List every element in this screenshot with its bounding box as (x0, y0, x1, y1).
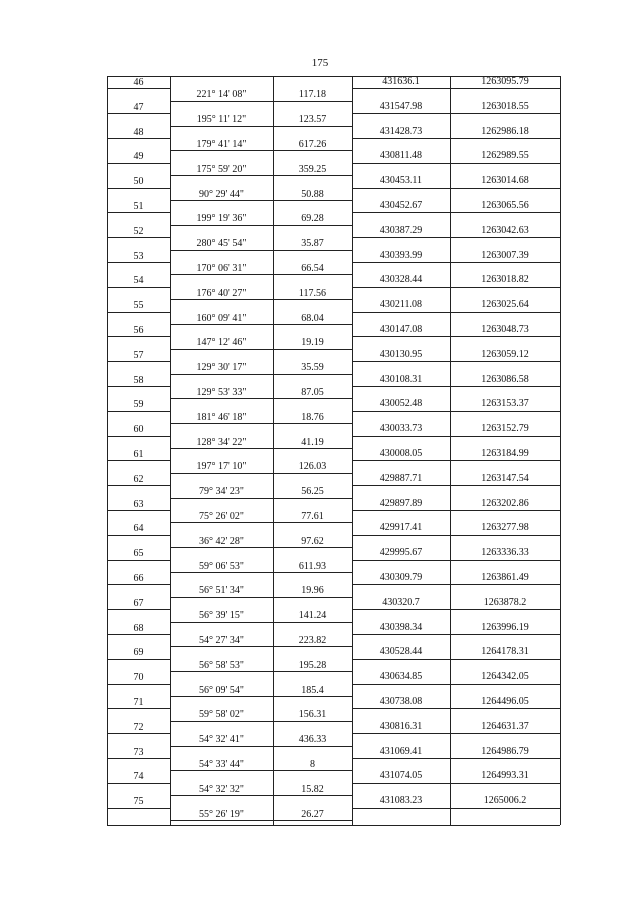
coord-x: 430738.08 (379, 696, 423, 707)
bearing-angle: 175° 59' 20" (196, 163, 247, 175)
coord-x: 431428.73 (379, 125, 423, 137)
bearing-angle: 56° 58' 53" (199, 659, 244, 671)
bearing-angle: 147° 12' 46" (196, 337, 247, 349)
point-number: 52 (133, 225, 144, 237)
coord-x: 431069.41 (379, 745, 423, 757)
segment-length: 141.24 (298, 610, 327, 622)
row-rule (107, 708, 170, 709)
coord-y: 1263152.79 (481, 423, 529, 435)
row-rule (170, 597, 352, 598)
point-number: 53 (133, 250, 144, 262)
row-rule (107, 237, 170, 238)
row-rule (170, 398, 352, 399)
coord-y: 1263007.39 (481, 249, 529, 261)
segment-length: 97.62 (301, 535, 324, 547)
coord-y: 1264496.05 (481, 696, 529, 707)
row-rule (352, 535, 560, 536)
row-rule (107, 783, 170, 784)
segment-length: 19.96 (301, 585, 324, 597)
segment-length: 436.33 (298, 734, 327, 746)
row-rule (107, 163, 170, 164)
point-number: 56 (133, 325, 144, 336)
row-rule (352, 188, 560, 189)
row-rule (170, 721, 352, 722)
row-rule (170, 448, 352, 449)
row-rule (352, 411, 560, 412)
row-rule (107, 485, 170, 486)
coord-y: 1264631.37 (481, 720, 529, 732)
bearing-angle: 54° 27' 34" (199, 635, 244, 646)
row-rule (107, 138, 170, 139)
row-rule (170, 770, 352, 771)
segment-length: 35.59 (301, 362, 324, 374)
row-rule (170, 150, 352, 151)
coord-y: 1263861.49 (481, 572, 529, 583)
row-rule (107, 609, 170, 610)
row-rule (107, 510, 170, 511)
row-rule (170, 101, 352, 102)
row-rule (352, 485, 560, 486)
coord-x: 431074.05 (379, 770, 423, 782)
coord-x: 431083.23 (379, 795, 423, 807)
row-rule (107, 386, 170, 387)
coord-x: 430320.7 (382, 596, 420, 608)
segment-length: 18.76 (301, 411, 324, 423)
point-number: 59 (133, 399, 144, 411)
point-number: 69 (133, 647, 144, 659)
row-rule (352, 212, 560, 213)
row-rule (107, 312, 170, 313)
row-rule (170, 200, 352, 201)
coord-x: 430634.85 (379, 671, 423, 683)
point-number: 49 (133, 151, 144, 163)
segment-length: 195.28 (298, 659, 327, 671)
coord-y: 1263878.2 (483, 596, 527, 608)
bearing-angle: 221° 14' 08" (196, 89, 247, 101)
bearing-angle: 280° 45' 54" (196, 238, 247, 250)
row-rule (170, 349, 352, 350)
row-rule (352, 708, 560, 709)
coord-y: 1263065.56 (481, 200, 529, 211)
bearing-angle: 128° 34' 22" (196, 436, 247, 448)
bearing-angle: 56° 51' 34" (199, 585, 244, 597)
bearing-angle: 54° 32' 32" (199, 783, 244, 795)
point-number: 60 (133, 424, 144, 436)
row-rule (107, 88, 170, 89)
coord-x: 429917.41 (379, 522, 423, 534)
point-number: 67 (133, 597, 144, 609)
point-number: 65 (133, 548, 144, 560)
point-number: 62 (133, 473, 144, 485)
coord-y: 1264342.05 (481, 671, 529, 683)
bearing-angle: 181° 46' 18" (196, 411, 247, 423)
segment-length: 68.04 (301, 312, 324, 324)
row-rule (170, 522, 352, 523)
bearing-angle: 79° 34' 23" (199, 486, 244, 498)
coord-x: 430452.67 (379, 200, 423, 211)
row-rule (107, 808, 170, 809)
segment-length: 8 (310, 759, 315, 770)
coord-y: 1263336.33 (481, 547, 529, 559)
point-number: 61 (133, 449, 144, 460)
row-rule (170, 547, 352, 548)
bearing-angle: 54° 32' 41" (199, 734, 244, 746)
coord-y: 1263184.99 (481, 448, 529, 459)
row-rule (352, 634, 560, 635)
segment-length: 117.18 (298, 89, 327, 101)
row-rule (352, 163, 560, 164)
row-rule (107, 460, 170, 461)
segment-length: 35.87 (301, 238, 324, 250)
row-rule (107, 113, 170, 114)
row-rule (170, 746, 352, 747)
bearing-angle: 59° 06' 53" (199, 560, 244, 572)
coord-x: 429897.89 (379, 497, 423, 509)
row-rule (107, 758, 170, 759)
point-number: 71 (133, 697, 144, 708)
bearing-angle: 129° 53' 33" (196, 387, 247, 398)
row-rule (352, 113, 560, 114)
row-rule (352, 783, 560, 784)
coord-x: 430108.31 (379, 373, 423, 385)
segment-length: 87.05 (301, 387, 324, 398)
point-number: 63 (133, 498, 144, 510)
coord-x: 430052.48 (379, 398, 423, 410)
row-rule (170, 175, 352, 176)
row-rule (107, 361, 170, 362)
row-rule (107, 733, 170, 734)
point-number: 73 (133, 746, 144, 758)
point-number: 47 (133, 101, 144, 113)
segment-length: 126.03 (298, 461, 327, 473)
coord-y: 1263147.54 (481, 472, 529, 484)
coord-x: 430309.79 (379, 572, 423, 583)
row-rule (352, 733, 560, 734)
coord-y: 1264993.31 (481, 770, 529, 782)
bearing-angle: 197° 17' 10" (196, 461, 247, 473)
bearing-angle: 170° 06' 31" (196, 263, 247, 274)
coord-x: 430393.99 (379, 249, 423, 261)
row-rule (352, 808, 560, 809)
coord-y: 1263042.63 (481, 224, 529, 236)
point-number: 51 (133, 201, 144, 212)
row-rule (170, 423, 352, 424)
row-rule (170, 126, 352, 127)
row-rule (170, 225, 352, 226)
bearing-angle: 160° 09' 41" (196, 312, 247, 324)
row-rule (352, 659, 560, 660)
row-rule (170, 274, 352, 275)
coord-x: 430398.34 (379, 621, 423, 633)
coord-x: 430130.95 (379, 348, 423, 360)
segment-length: 617.26 (298, 139, 327, 150)
row-rule (352, 609, 560, 610)
segment-length: 117.56 (298, 287, 327, 299)
point-number: 70 (133, 672, 144, 684)
coord-y: 1264986.79 (481, 745, 529, 757)
row-rule (107, 560, 170, 561)
row-rule (352, 312, 560, 313)
bearing-angle: 54° 33' 44" (199, 759, 244, 770)
bearing-angle: 59° 58' 02" (199, 709, 244, 721)
row-rule (352, 436, 560, 437)
segment-length: 359.25 (298, 163, 327, 175)
coord-x: 430008.05 (379, 448, 423, 459)
coord-y: 1263277.98 (481, 522, 529, 534)
row-rule (352, 262, 560, 263)
coord-x: 430816.31 (379, 720, 423, 732)
row-rule (107, 684, 170, 685)
point-number: 54 (133, 275, 144, 287)
coord-x: 431636.1 (382, 76, 420, 87)
coord-y: 1263095.79 (481, 76, 529, 87)
row-rule (352, 460, 560, 461)
bearing-angle: 56° 09' 54" (199, 684, 244, 696)
bearing-angle: 75° 26' 02" (199, 511, 244, 522)
segment-length: 185.4 (301, 684, 324, 696)
coord-y: 1263996.19 (481, 621, 529, 633)
row-rule (107, 188, 170, 189)
row-rule (107, 212, 170, 213)
row-rule (352, 560, 560, 561)
coord-y: 1265006.2 (483, 795, 527, 807)
segment-length: 56.25 (301, 486, 324, 498)
row-rule (170, 671, 352, 672)
row-rule (170, 250, 352, 251)
row-rule (170, 622, 352, 623)
bearing-angle: 179° 41' 14" (196, 139, 247, 150)
row-rule (352, 237, 560, 238)
row-rule (170, 299, 352, 300)
row-rule (170, 820, 352, 821)
row-rule (352, 386, 560, 387)
segment-length: 50.88 (301, 188, 324, 200)
row-rule (107, 336, 170, 337)
point-number: 66 (133, 573, 144, 584)
coord-y: 1264178.31 (481, 646, 529, 658)
coord-y: 1263018.55 (481, 100, 529, 112)
coord-x: 430033.73 (379, 423, 423, 435)
coord-x: 430387.29 (379, 224, 423, 236)
row-rule (107, 287, 170, 288)
segment-length: 69.28 (301, 213, 324, 225)
bearing-angle: 176° 40' 27" (196, 287, 247, 299)
row-rule (352, 510, 560, 511)
coord-y: 1263086.58 (481, 373, 529, 385)
row-rule (352, 584, 560, 585)
point-number: 74 (133, 771, 144, 783)
coord-x: 430811.48 (379, 150, 423, 162)
row-rule (352, 684, 560, 685)
row-rule (107, 659, 170, 660)
coord-y: 1263025.64 (481, 299, 529, 311)
segment-length: 123.57 (298, 114, 327, 126)
point-number: 55 (133, 300, 144, 312)
segment-length: 41.19 (301, 436, 324, 448)
row-rule (352, 361, 560, 362)
coord-y: 1262986.18 (481, 125, 529, 137)
segment-length: 15.82 (301, 783, 324, 795)
row-rule (170, 498, 352, 499)
point-number: 50 (133, 176, 144, 188)
coord-y: 1263014.68 (481, 175, 529, 187)
segment-length: 156.31 (298, 709, 327, 721)
bearing-angle: 199° 19' 36" (196, 213, 247, 225)
point-number: 48 (133, 126, 144, 138)
row-rule (107, 634, 170, 635)
row-rule (107, 436, 170, 437)
coord-y: 1263059.12 (481, 348, 529, 360)
coord-x: 431547.98 (379, 100, 423, 112)
coord-x: 430328.44 (379, 274, 423, 286)
coord-x: 429995.67 (379, 547, 423, 559)
bearing-angle: 90° 29' 44" (199, 188, 244, 200)
row-rule (170, 324, 352, 325)
row-rule (170, 374, 352, 375)
point-number: 57 (133, 349, 144, 361)
page-number: 175 (311, 57, 329, 69)
row-rule (352, 287, 560, 288)
coord-x: 429887.71 (379, 472, 423, 484)
coordinate-table (107, 76, 560, 825)
point-number: 64 (133, 523, 144, 535)
coord-x: 430147.08 (379, 324, 423, 335)
segment-length: 26.27 (301, 808, 324, 820)
row-rule (107, 535, 170, 536)
table-border-bottom (107, 825, 560, 826)
row-rule (107, 262, 170, 263)
point-number: 58 (133, 374, 144, 386)
row-rule (107, 411, 170, 412)
segment-length: 66.54 (301, 263, 324, 274)
row-rule (170, 795, 352, 796)
segment-length: 19.19 (301, 337, 324, 349)
coord-y: 1263018.82 (481, 274, 529, 286)
bearing-angle: 129° 30' 17" (196, 362, 247, 374)
point-number: 46 (133, 77, 144, 88)
segment-length: 611.93 (298, 560, 327, 572)
point-number: 75 (133, 796, 144, 808)
coord-y: 1263153.37 (481, 398, 529, 410)
point-number: 68 (133, 622, 144, 634)
row-rule (170, 646, 352, 647)
coord-y: 1262989.55 (481, 150, 529, 162)
row-rule (352, 138, 560, 139)
row-rule (170, 572, 352, 573)
table-border-right (560, 76, 561, 825)
row-rule (170, 696, 352, 697)
row-rule (352, 758, 560, 759)
bearing-angle: 195° 11' 12" (196, 114, 247, 126)
point-number: 72 (133, 721, 144, 733)
row-rule (352, 336, 560, 337)
coord-y: 1263048.73 (481, 324, 529, 335)
bearing-angle: 36° 42' 28" (199, 535, 244, 547)
row-rule (170, 473, 352, 474)
coord-x: 430453.11 (379, 175, 423, 187)
segment-length: 223.82 (298, 635, 327, 646)
bearing-angle: 55° 26' 19" (199, 808, 244, 820)
bearing-angle: 56° 39' 15" (199, 610, 244, 622)
coord-x: 430211.08 (379, 299, 423, 311)
coord-y: 1263202.86 (481, 497, 529, 509)
row-rule (352, 88, 560, 89)
segment-length: 77.61 (301, 511, 324, 522)
row-rule (107, 584, 170, 585)
coord-x: 430528.44 (379, 646, 423, 658)
